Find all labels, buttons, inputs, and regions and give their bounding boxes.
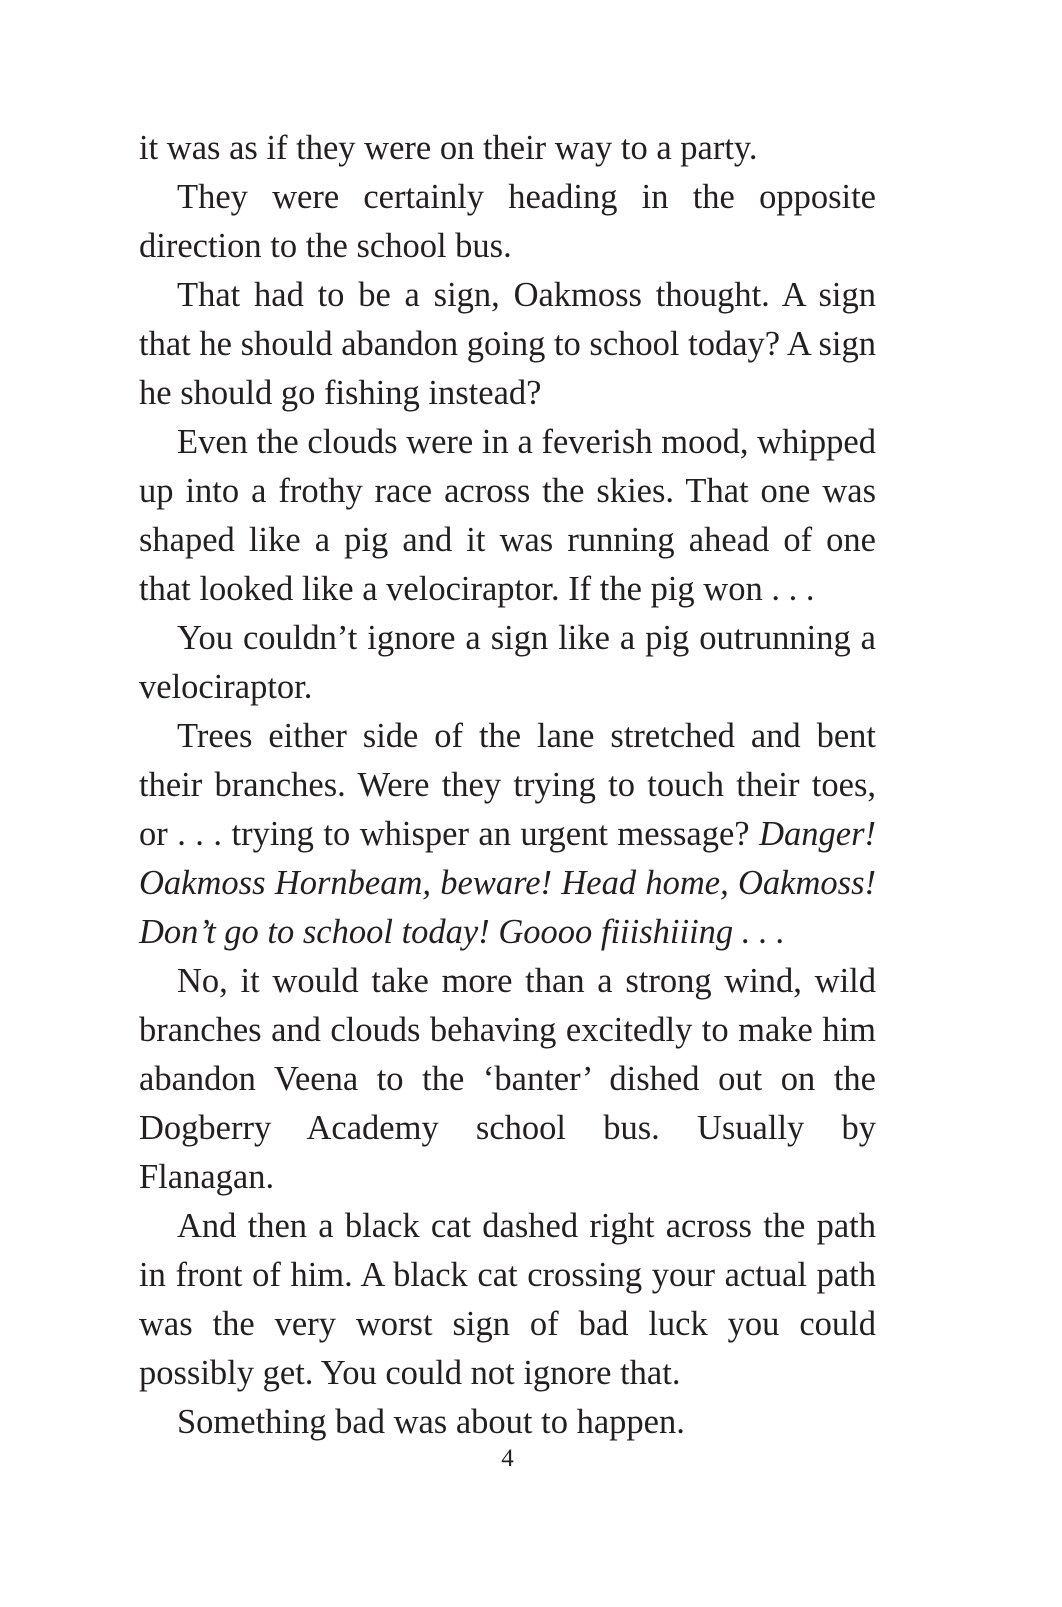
paragraph [139, 1202, 876, 1398]
paragraph-text: it was as if they were on their way to a party. [139, 129, 758, 167]
paragraph-text: They were certainly heading in the opposite direction to the school bus. [139, 178, 876, 265]
paragraph-text: No, it would take more than a strong wind, wild branches and clouds behaving excitedly to make him abandon Veena to the ‘banter’ dished out on the Dogberry Academy school bus. Usually by Flanagan. [139, 962, 876, 1196]
paragraph [139, 712, 876, 957]
paragraph-text: Trees either side of the lane stretched and bent their branches. Were they trying to touch their toes, or . . . trying to whisper an urgent message? [139, 717, 876, 853]
page-body [139, 124, 876, 1447]
paragraph-text: And then a black cat dashed right across the path in front of him. A black cat crossing your actual path was the very worst sign of bad luck you could possibly get. You could not ignore that. [139, 1207, 876, 1392]
paragraph-text: Something bad was about to happen. [177, 1403, 685, 1441]
paragraph [139, 124, 876, 173]
paragraph [139, 418, 876, 614]
italic-whisper-text: Danger! Oakmoss Hornbeam, beware! Head home, Oakmoss! Don’t go to school today! Goooo fiiishiiing . . . [139, 815, 876, 951]
paragraph [139, 173, 876, 271]
paragraph-text: You couldn’t ignore a sign like a pig outrunning a velociraptor. [139, 619, 876, 706]
paragraph [139, 271, 876, 418]
paragraph [139, 614, 876, 712]
paragraph [139, 1398, 876, 1447]
page-number: 4 [501, 1445, 514, 1472]
paragraph [139, 957, 876, 1202]
paragraph-text: Even the clouds were in a feverish mood, whipped up into a frothy race across the skies. That one was shaped like a pig and it was running ahead of one that looked like a velociraptor. If the pig won . . . [139, 423, 876, 608]
paragraph-text: That had to be a sign, Oakmoss thought. A sign that he should abandon going to school today? A sign he should go fishing instead? [139, 276, 876, 412]
